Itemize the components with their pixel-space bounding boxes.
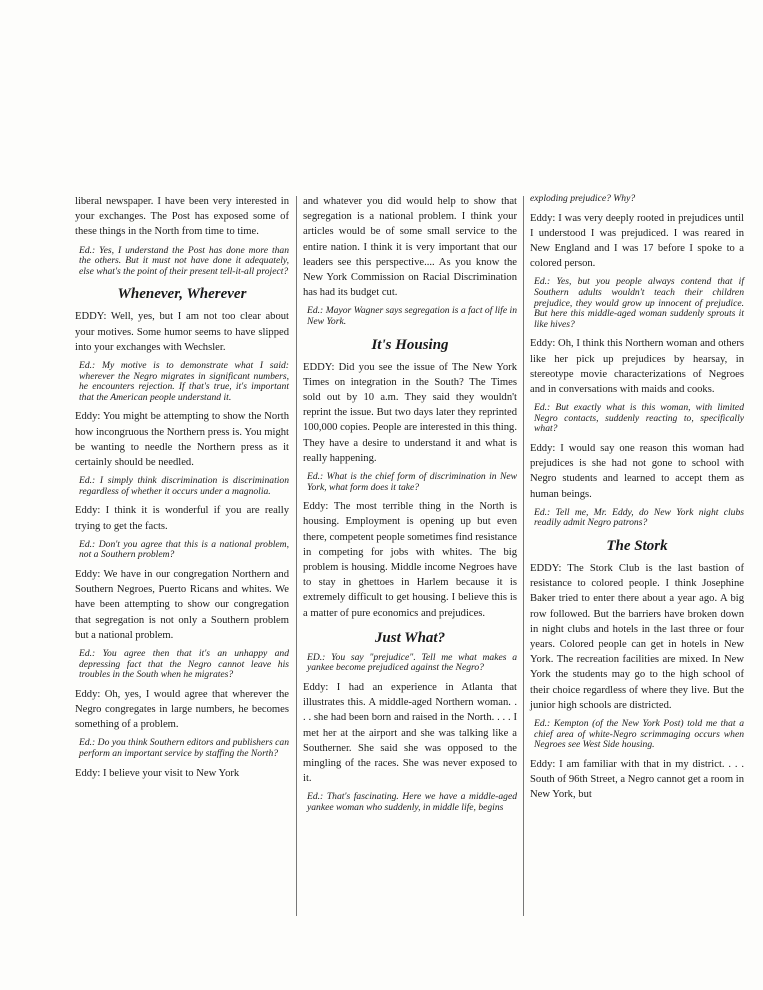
interview-paragraph: EDDY: Well, yes, but I am not too clear about your motives. Some humor seems to have slipped into your exchanges with Wechsler.	[75, 311, 289, 353]
editor-question: Ed.: I simply think discrimination is discrimination regardless of whether it occurs under a magnolia.	[79, 475, 289, 497]
interview-paragraph: Eddy: I believe your visit to New York	[75, 767, 240, 779]
editor-question: Ed.: Mayor Wagner says segregation is a fact of life in New York.	[307, 305, 517, 328]
editor-question: Ed.: Tell me, Mr. Eddy, do New York night clubs readily admit Negro patrons?	[534, 506, 744, 529]
interview-paragraph: Eddy: I was very deeply rooted in prejudices until I understood I was prejudiced. I was reared in New England and I was 17 before I spoke to a colored person.	[530, 212, 744, 270]
interview-paragraph: EDDY: The Stork Club is the last bastion of resistance to colored people. I think Josephine Baker tried to enter there about a year ago. A big row followed. But the barriers have broken down in night clubs and hotels in the last three or four years. Colored people can get in hotels in New York. The recreation facilities are mixed. In New York the students may go to the high school of their choice regardless of where they live. But the junior high schools are districted.	[530, 562, 744, 711]
interview-paragraph: Eddy: I think it is wonderful if you are really trying to get the facts.	[75, 505, 289, 532]
column-rule	[296, 196, 297, 916]
interview-paragraph: EDDY: Did you see the issue of The New York Times on integration in the South? The Times sold out by 10 a.m. They said they wouldn't reprint the issue. But two days later they reprinted 100,000 copies. People are interested in this thing. They have a desire to understand it and what is really happening.	[303, 361, 517, 464]
interview-paragraph: Eddy: I would say one reason this woman had prejudices is she had not gone to school with Negro students and learned to accept them as human beings.	[530, 442, 744, 500]
editor-question: Ed.: What is the chief form of discrimination in New York, what form does it take?	[307, 471, 517, 493]
editor-question: Ed.: But exactly what is this woman, with limited Negro contacts, suddenly reacting to, specifically what?	[534, 402, 744, 435]
interview-paragraph: Eddy: We have in our congregation Northern and Southern Negroes, Puerto Ricans and whites. We have been attempting to show our congregation that segregation is not only a Southern problem but a national problem.	[75, 568, 289, 641]
editor-question: Ed.: You agree then that it's an unhappy and depressing fact that the Negro cannot leave his troubles in the South when he migrates?	[79, 647, 289, 681]
editor-question: Ed.: Don't you agree that this is a national problem, not a Southern problem?	[79, 538, 289, 561]
editor-question: exploding prejudice? Why?	[530, 193, 636, 204]
editor-question: Ed.: Kempton (of the New York Post) told me that a chief area of white-Negro scrimmaging occurs when Negroes see West Side housing.	[534, 718, 744, 751]
interview-paragraph: Eddy: Oh, I think this Northern woman and others like her pick up prejudices by hearsay, in stereotype movie characterizations of Negroes and in conversations with maids and cooks.	[530, 338, 744, 395]
section-heading: Whenever, Wherever	[117, 286, 247, 303]
section-heading: The Stork	[606, 537, 668, 554]
article-column-3	[530, 194, 744, 808]
interview-paragraph: liberal newspaper. I have been very interested in your exchanges. The Post has exposed some of these things in the North from time to time.	[75, 196, 289, 238]
interview-paragraph: Eddy: Oh, yes, I would agree that wherever the Negro congregates in large numbers, he becomes something of a problem.	[75, 688, 289, 731]
interview-paragraph: Eddy: You might be attempting to show the North how incongruous the Northern press is. You might be wanting to needle the Northern press as it certainly should be needled.	[75, 411, 289, 468]
article-column-1	[75, 194, 289, 787]
column-rule	[523, 196, 524, 916]
section-heading: It's Housing	[371, 336, 449, 353]
article-column-2	[303, 194, 517, 820]
editor-question: Ed.: Yes, but you people always contend that if Southern adults wouldn't teach their children prejudice, they would grow up innocent of prejudice. But here this middle-aged woman suddenly sprouts it like hives?	[534, 276, 744, 330]
editor-question: Ed.: My motive is to demonstrate what I said: wherever the Negro migrates in significant numbers, he encounters rejection. If that's true, it's important that the American people understand it.	[79, 360, 289, 403]
editor-question: Ed.: That's fascinating. Here we have a middle-aged yankee woman who suddenly, in middle life, begins	[307, 791, 517, 814]
editor-question: Ed.: Yes, I understand the Post has done more than the others. But it must not have done it adequately, else what's the point of their present tell-it-all project?	[79, 244, 289, 277]
interview-paragraph: Eddy: I had an experience in Atlanta that illustrates this. A middle-aged Northern woman. . . . she had been born and raised in the North. . . . I met her at the airport and she was talking like a Southerner. She said she was opposed to the mingling of the races. She was never exposed to it.	[303, 682, 517, 785]
editor-question: ED.: You say "prejudice". Tell me what makes a yankee become prejudiced against the Negro?	[307, 651, 517, 674]
interview-paragraph: and whatever you did would help to show that segregation is a national problem. I think your articles would be of some small service to the entire nation. I think it is very important that our leaders see this perspective.... As you know the New York Commission on Racial Discrimination has had its budget cut.	[303, 196, 517, 299]
interview-paragraph: Eddy: I am familiar with that in my district. . . . South of 96th Street, a Negro cannot get a room in New York, but	[530, 758, 744, 801]
editor-question: Ed.: Do you think Southern editors and publishers can perform an important service by staffing the North?	[79, 737, 289, 759]
section-heading: Just What?	[374, 629, 446, 646]
interview-paragraph: Eddy: The most terrible thing in the North is housing. Employment is opening up but even there, competent people sometimes find resistance in competing for jobs with whites. The big problem is housing. Middle income Negroes have to stay in ghettoes in Harlem because it is extremely difficult to get housing. I believe this is a matter of pure economics and prejudices.	[303, 501, 517, 619]
